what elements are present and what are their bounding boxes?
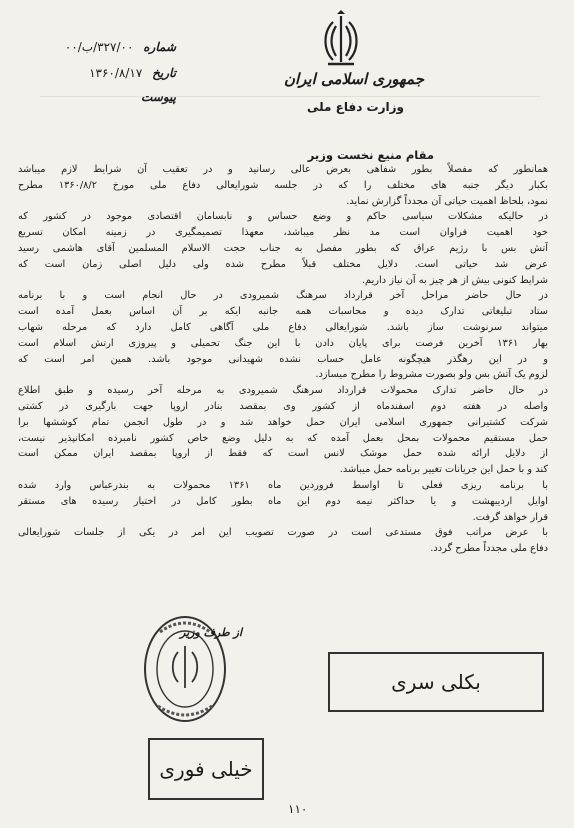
body-line: واصله در هفته دوم اسفندماه از کشور وی بمقصد بنادر اروپا جهت بارگیری در کشتی	[18, 400, 548, 412]
body-line: در حال حاضر مراحل آخر قرارداد سرهنگ شمیرودی در حال انجام است و با برنامه	[18, 290, 548, 302]
body-line: خود اهمیت فراوان است مد نظر میباشد، معهذا تصمیمگیری در زمینه امکان تسریع	[18, 227, 548, 239]
body-line: حمل مستقیم محمولات بمحل بعمل آمده که به دلیل وضع خاص کشور نامبرده امکانپذیر نیست،	[18, 432, 548, 444]
number-row	[65, 40, 176, 54]
bleed-through-text	[40, 96, 540, 99]
date-value: ۱۳۶۰/۸/۱۷	[89, 66, 143, 80]
body-line: بهار ۱۳۶۱ آخرین فرصت برای پایان دادن با این جنگ تحمیلی و پیروزی ارتش اسلام است	[18, 337, 548, 349]
date-label: تاریخ	[152, 66, 176, 80]
body-line: دفاع ملی مجدداً مطرح گردد.	[430, 543, 548, 555]
number-label: شماره	[143, 40, 176, 54]
ministry-name: وزارت دفاع ملی	[307, 100, 404, 114]
body-line: عرض شد حیاتی است. دلایل مختلف قبلاً مطرح شده ولی دلیل اصلی زمان است که	[18, 258, 548, 270]
number-value: ۳۲۷/۰۰/ب/۰۰	[64, 40, 134, 54]
body-line: شرکت کشتیرانی جمهوری اسلامی ایران حمل خواهد شد و در طول انجمن تمام کوششها برا	[18, 416, 548, 428]
republic-emblem-icon	[318, 10, 364, 70]
attachment-label: پیوست	[141, 90, 176, 104]
body-line: آتش بس با رژیم عراق که بطور مفصل به جناب حجت الاسلام المسلمین آقای هاشمی رسید	[18, 242, 548, 254]
body-line: بکبار دیگر جنبه های مختلف را که در جلسه شورایعالی دفاع ملی مورخ ۱۳۶۰/۸/۲ مطرح	[18, 179, 548, 191]
body-line: کند و با حمل این جریانات تغییر برنامه حمل میباشد.	[339, 464, 548, 476]
body-line: اوایل اردیبهشت و یا حداکثر نیمه دوم این ماه بطور کامل در اختیار رسیده های مستقر	[18, 495, 548, 507]
date-row	[89, 66, 176, 80]
body-line: ستاد تبلیغاتی تدارک دیده و محاسبات همه جانبه ایکه بر آن اساس بعمل آمده است	[18, 306, 548, 318]
urgent-stamp: خیلی فوری	[148, 738, 264, 800]
body-line: با عرض مراتب فوق مستدعی است در صورت تصویب این امر در یکی از جلسات شورایعالی	[18, 527, 548, 539]
letter-body	[18, 162, 548, 557]
attachment-row	[135, 90, 176, 104]
body-line: همانطور که مفصلاً بطور شفاهی بعرض عالی رسانید و در تعقیب آن شرایط لازم میباشد	[18, 164, 548, 175]
body-line: در حالیکه مشکلات سیاسی حاکم و وضع حساس و نابسامان اقتصادی موجود در کشور که	[18, 211, 548, 223]
body-line: با برنامه ریزی فعلی تا اواسط فروردین ماه ۱۳۶۱ محمولات به بندرعباس وارد شده	[18, 479, 548, 491]
signature: از طرف وزیر	[180, 626, 243, 639]
page-number: ۱۱۰	[288, 802, 308, 816]
body-line: میتواند سرنوشت ساز باشد. شورایعالی دفاع ملی آگاهی کامل دارد که مرحله شهاب	[18, 321, 548, 333]
addressee: مقام منیع نخست وزیر	[307, 148, 434, 162]
body-line: از دلایل ارائه شده حمل موشک لانس است که فقط از اروپا بمقصد ایران ممکن است	[18, 448, 548, 460]
top-secret-stamp: بکلی سری	[328, 652, 544, 712]
body-line: در حال حاضر تدارک محمولات قرارداد سرهنگ شمیرودی به مرحله آخر رسیده و طبق اطلاع	[18, 385, 548, 397]
body-line: نمود، بلحاظ اهمیت حیاتی آن مجدداً گزارش نماید.	[346, 195, 548, 207]
body-line: لزوم یک آتش بس ولو بصورت مشروط را مطرح میسازد.	[315, 369, 548, 381]
body-line: و در این رهگذر هیچگونه عامل حساب نشده شهیدانی موجود باشد. همین امر است که	[18, 353, 548, 365]
body-line: شرایط کنونی بیش از هر چیز به آن نیاز داریم.	[361, 274, 548, 286]
country-name: جمهوری اسلامی ایران	[283, 70, 424, 88]
body-line: قرار خواهد گرفت.	[472, 511, 548, 523]
